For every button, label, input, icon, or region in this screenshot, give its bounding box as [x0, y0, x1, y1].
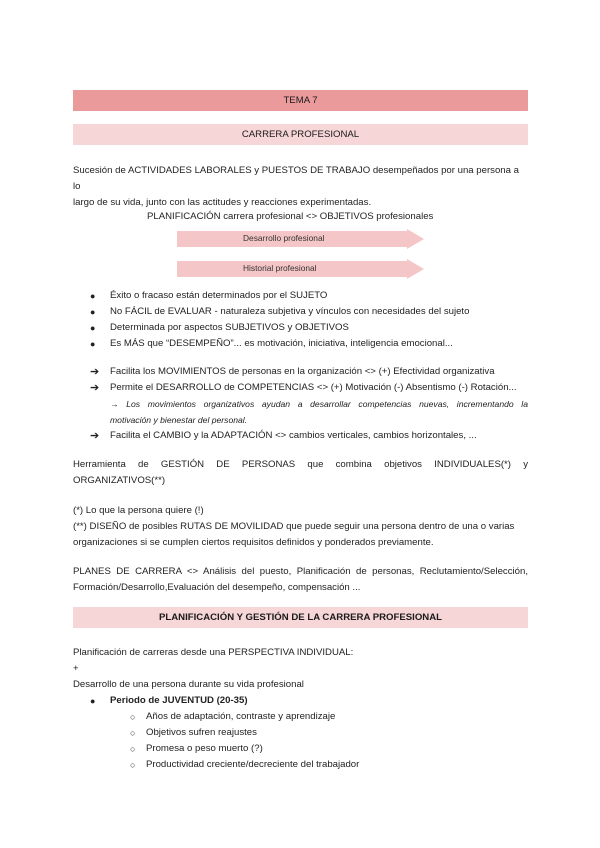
hollow-circle-icon: ○ [130, 712, 136, 722]
tool-line: Herramienta de GESTIÓN DE PERSONAS que combina objetivos INDIVIDUALES(*) y [73, 459, 528, 470]
note-2-line: organizaciones si se cumplen ciertos requisitos definidos y ponderados previamente. [73, 537, 434, 548]
intro-paragraph [73, 163, 528, 211]
note-1: (*) Lo que la persona quiere (!) [73, 505, 204, 516]
plans-paragraph [73, 564, 528, 596]
plans-line: PLANES DE CARRERA <> Análisis del puesto, Planificación de personas, Reclutamiento/Selección, [73, 566, 528, 577]
note-2-line: (**) DISEÑO de posibles RUTAS DE MOVILIDAD que puede seguir una persona dentro de una o varias [73, 521, 515, 532]
section-title: CARRERA PROFESIONAL [241, 129, 360, 140]
arrow-note [110, 396, 528, 428]
title-band [73, 90, 528, 111]
bullet-dot-icon: ● [90, 291, 96, 301]
section-title: PLANIFICACIÓN Y GESTIÓN DE LA CARRERA PROFESIONAL [158, 612, 443, 623]
intro-line: Sucesión de ACTIVIDADES LABORALES y PUESTOS DE TRABAJO desempeñados por una persona a lo [73, 165, 519, 192]
tool-paragraph [73, 457, 528, 489]
section-header-band [73, 607, 528, 628]
bullet-dot-icon: ● [90, 339, 96, 349]
hollow-circle-icon: ○ [130, 760, 136, 770]
right-arrow-icon: ➔ [90, 382, 100, 394]
page-title: TEMA 7 [283, 95, 318, 106]
arrow-label: Historial profesional [243, 263, 317, 273]
bullet-dot-icon: ● [90, 696, 96, 706]
right-arrow-icon: ➔ [90, 430, 100, 442]
arrow-shape-history [177, 259, 424, 279]
planning-line: PLANIFICACIÓN carrera profesional <> OBJETIVOS profesionales [147, 211, 434, 222]
hollow-circle-icon: ○ [130, 744, 136, 754]
arrow-label: Desarrollo profesional [243, 233, 325, 243]
bullet-dot-icon: ● [90, 323, 96, 333]
arrow-shape-development [177, 229, 424, 249]
plus-sign: + [73, 663, 79, 674]
section-header-band [73, 124, 528, 145]
individual-paragraph [73, 645, 528, 693]
tool-line: ORGANIZATIVOS(**) [73, 475, 166, 486]
intro-line: largo de su vida, junto con las actitudes y reacciones experimentadas. [73, 197, 372, 208]
hollow-circle-icon: ○ [130, 728, 136, 738]
right-arrow-icon: ➔ [90, 366, 100, 378]
bullet-dot-icon: ● [90, 307, 96, 317]
arrow-note-line: → Los movimientos organizativos ayudan a desarrollar competencias nuevas, incrementando la [110, 399, 528, 409]
arrow-note-line: motivación y bienestar del personal. [110, 415, 248, 425]
plans-line: Formación/Desarrollo,Evaluación del desempeño, compensación ... [73, 582, 361, 593]
plan-individual-line: Planificación de carreras desde una PERSPECTIVA INDIVIDUAL: [73, 647, 354, 658]
notes-paragraph [73, 503, 528, 551]
development-line: Desarrollo de una persona durante su vida profesional [73, 679, 304, 690]
